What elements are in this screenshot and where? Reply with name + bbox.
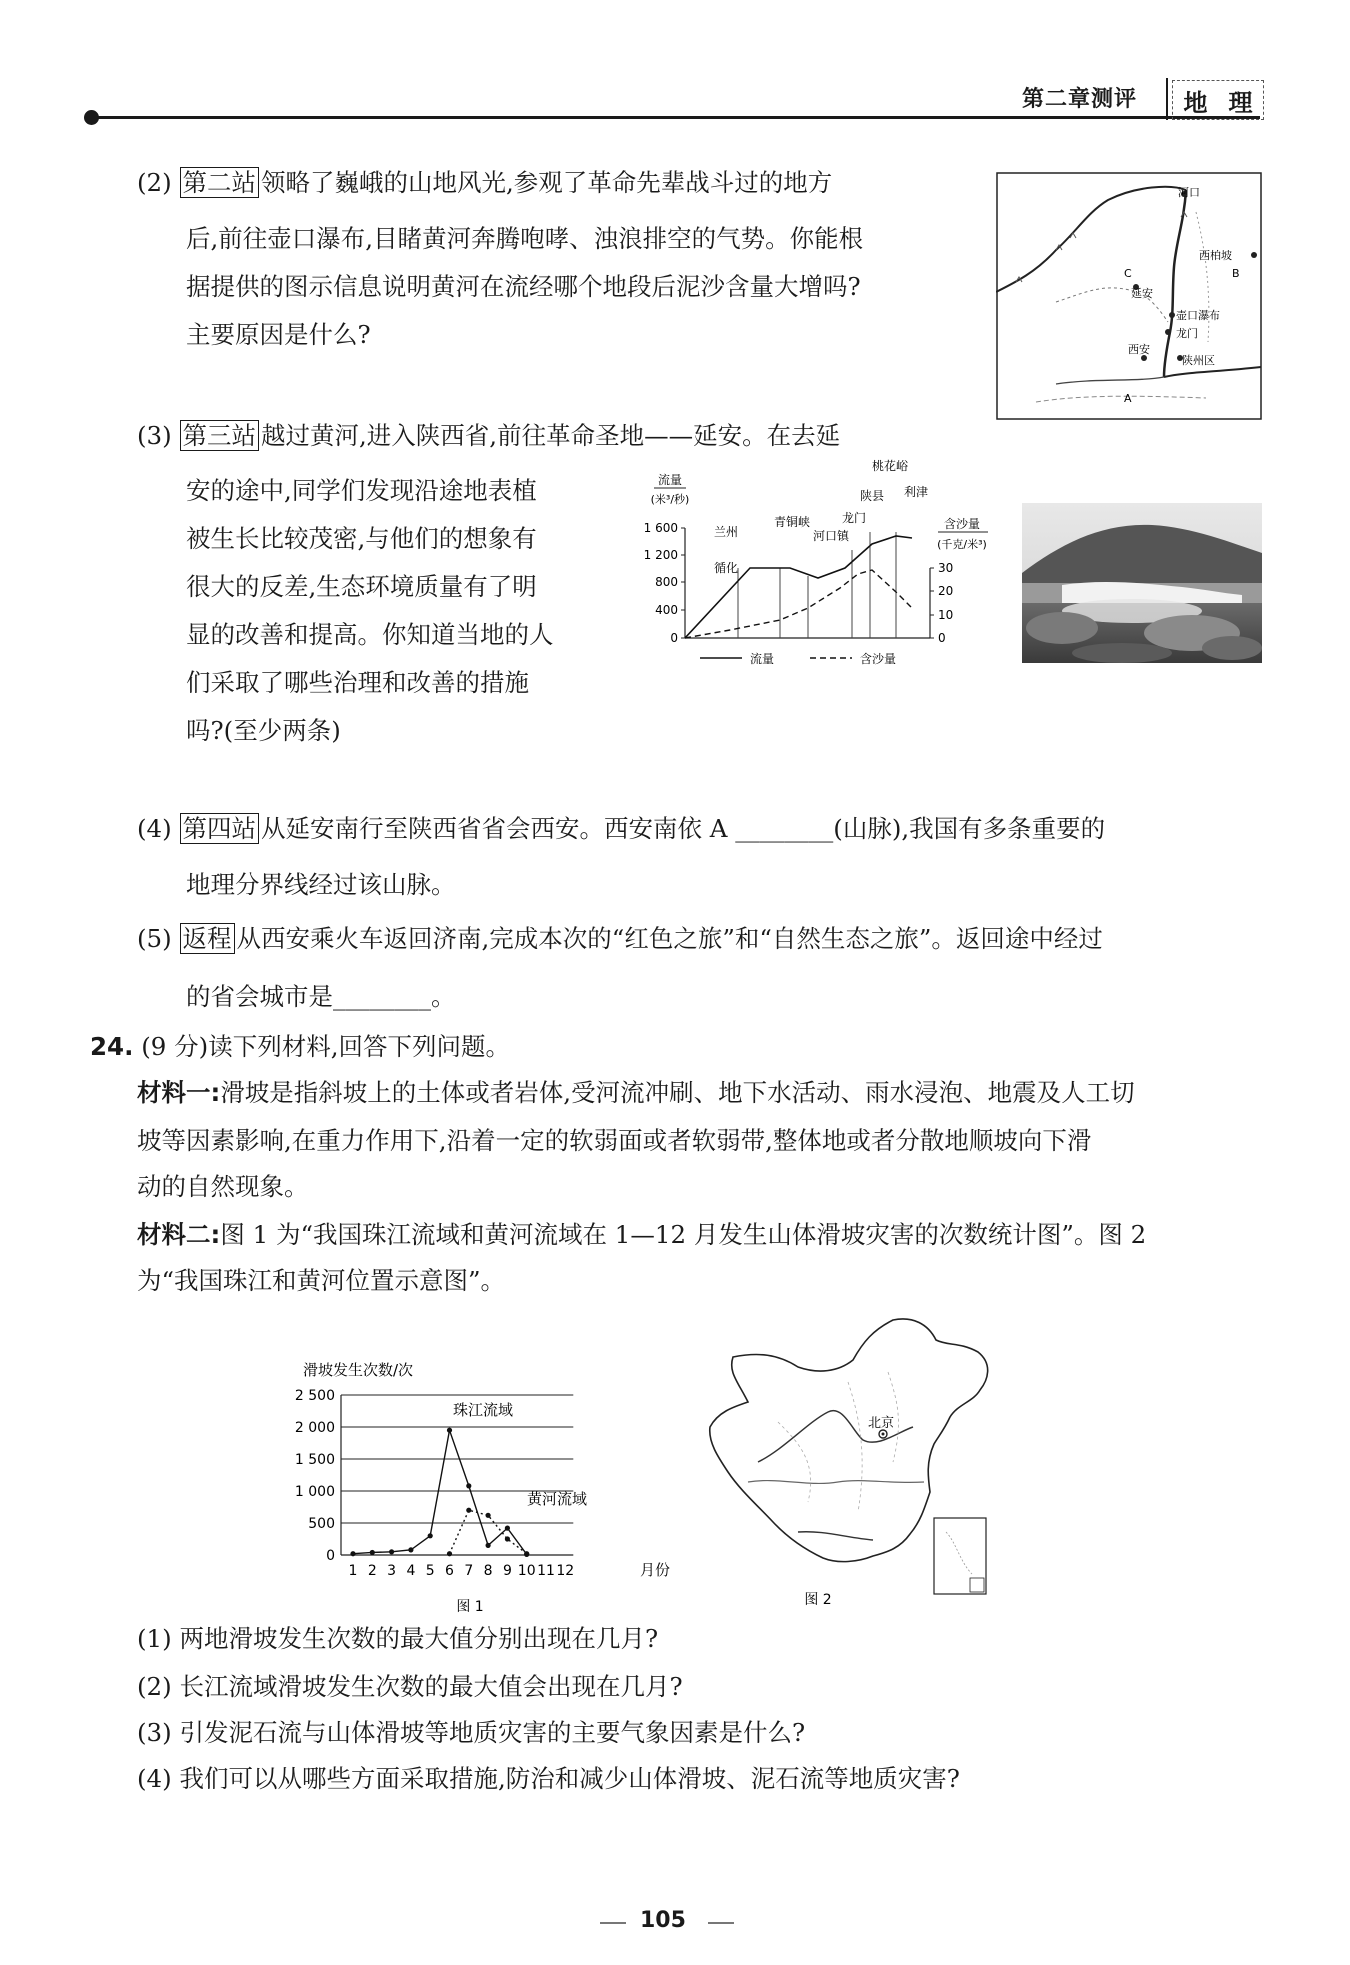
q23-p4-num: (4) bbox=[137, 814, 172, 843]
chartB-ytick-label: 0 bbox=[326, 1548, 335, 1564]
chartB-series1-name: 珠江流域 bbox=[453, 1401, 514, 1419]
subject-box bbox=[1172, 80, 1264, 120]
chartA-station-longmen: 龙门 bbox=[841, 511, 867, 525]
chartB-xtick-label: 4 bbox=[406, 1563, 416, 1579]
chartB-point-1 bbox=[389, 1549, 394, 1554]
map1-a: A bbox=[1124, 392, 1132, 405]
chartA-rtick-label: 30 bbox=[938, 561, 954, 575]
chartB-ytick-label: 2 000 bbox=[295, 1420, 335, 1436]
q24-question-3: (3) 引发泥石流与山体滑坡等地质灾害的主要气象因素是什么? bbox=[137, 1718, 806, 1747]
q23-p5-line1 bbox=[137, 924, 1103, 954]
chartB-xtick-label: 12 bbox=[556, 1563, 575, 1579]
q23-p2-line2: 后,前往壶口瀑布,目睹黄河奔腾咆哮、浊浪排空的气势。你能根 bbox=[186, 224, 864, 253]
q23-p5-text1: 从西安乘火车返回济南,完成本次的“红色之旅”和“自然生态之旅”。返回途中经过 bbox=[236, 924, 1103, 953]
q24-m1-line1 bbox=[137, 1078, 1135, 1108]
q23-p3-station: 第三站 bbox=[180, 420, 260, 451]
map1-shanzhou: 陕州区 bbox=[1182, 354, 1215, 367]
q23-p4-line2: 地理分界线经过该山脉。 bbox=[186, 870, 456, 899]
chartB-xtick-label: 8 bbox=[483, 1563, 493, 1579]
q23-p2-line4: 主要原因是什么? bbox=[186, 320, 371, 349]
chapter-title: 第二章测评 bbox=[1022, 87, 1138, 112]
chartA-station-lijin: 利津 bbox=[903, 485, 929, 499]
chartB-xtick-label: 1 bbox=[348, 1563, 358, 1579]
q24-m2-line2: 为“我国珠江和黄河位置示意图”。 bbox=[137, 1266, 506, 1295]
chartA-ltick-label: 1 600 bbox=[643, 521, 678, 535]
subject-char-1: 地 bbox=[1183, 88, 1208, 117]
landslide-chart bbox=[295, 1355, 695, 1617]
chartA-legend-sediment: 含沙量 bbox=[860, 652, 897, 666]
q23-p4-line1 bbox=[137, 814, 1105, 844]
chartB-point-1 bbox=[486, 1543, 491, 1548]
chartA-ltick-label: 800 bbox=[655, 575, 678, 589]
q23-p3-text1: 越过黄河,进入陕西省,前往革命圣地——延安。在去延 bbox=[261, 421, 841, 450]
flow-sediment-chart bbox=[640, 458, 1012, 680]
chartB-xtick-label: 2 bbox=[367, 1563, 377, 1579]
map1-hukou: 壶口瀑布 bbox=[1176, 309, 1220, 322]
q23-p3-line7: 吗?(至少两条) bbox=[186, 716, 341, 745]
q24-m2-line1 bbox=[137, 1220, 1146, 1250]
chartB-point-1 bbox=[447, 1428, 452, 1433]
chartB-point-2 bbox=[486, 1513, 491, 1518]
chartB-xtick-label: 9 bbox=[502, 1563, 512, 1579]
q23-p3-line1 bbox=[137, 421, 840, 451]
chartB-series2-name: 黄河流域 bbox=[527, 1490, 588, 1508]
map1-xian: 西安 bbox=[1128, 343, 1150, 356]
map1-yanan: 延安 bbox=[1131, 287, 1153, 300]
map1-b: B bbox=[1232, 267, 1240, 280]
chartB-xtick-label: 7 bbox=[464, 1563, 474, 1579]
subject-char-2: 理 bbox=[1228, 88, 1253, 117]
chartB-ytick-label: 2 500 bbox=[295, 1388, 335, 1404]
chartB-xtick-label: 5 bbox=[425, 1563, 435, 1579]
chartB-point-1 bbox=[505, 1526, 510, 1531]
q24-number: 24. bbox=[90, 1032, 134, 1061]
chartA-station-xunhua: 循化 bbox=[713, 561, 739, 575]
q23-p5-num: (5) bbox=[137, 924, 172, 953]
q23-p4-station: 第四站 bbox=[180, 813, 260, 844]
header-separator bbox=[1166, 78, 1168, 120]
hukou-waterfall-photo bbox=[1022, 503, 1262, 663]
chartA-flow-line bbox=[685, 536, 912, 638]
chartA-station-qingtongxia: 青铜峡 bbox=[773, 515, 811, 529]
fig1-caption: 图 1 bbox=[456, 1599, 484, 1615]
chartA-ltick-label: 400 bbox=[655, 603, 678, 617]
chartA-sediment-line bbox=[685, 570, 912, 638]
chartA-station-shanxian: 陕县 bbox=[859, 489, 885, 503]
map1-xibaipo: 西柏坡 bbox=[1199, 249, 1232, 262]
header-rule bbox=[88, 116, 1260, 119]
q24-question-4: (4) 我们可以从哪些方面采取措施,防治和减少山体滑坡、泥石流等地质灾害? bbox=[137, 1764, 960, 1793]
china-map bbox=[688, 1312, 1058, 1617]
chartA-station-hekouzhen: 河口镇 bbox=[812, 529, 850, 543]
chartB-point-2 bbox=[524, 1551, 529, 1556]
q23-p3-num: (3) bbox=[137, 421, 172, 450]
q23-p3-line2: 安的途中,同学们发现沿途地表植 bbox=[186, 476, 537, 505]
chartA-station-lanzhou: 兰州 bbox=[713, 525, 739, 539]
page-number: 105 bbox=[640, 1908, 686, 1933]
chartA-ylabel-right-l2: (千克/米³) bbox=[937, 538, 987, 551]
chartB-ytick-label: 500 bbox=[308, 1516, 335, 1532]
chartB-point-2 bbox=[466, 1508, 471, 1513]
map1-longmen: 龙门 bbox=[1176, 327, 1198, 340]
chartA-station-taohuayu: 桃花峪 bbox=[871, 459, 909, 473]
chartB-series-line-1 bbox=[353, 1430, 527, 1554]
chartA-rtick-label: 10 bbox=[938, 608, 954, 622]
q24-m1-label: 材料一: bbox=[137, 1078, 221, 1107]
map1-hekou: 河口 bbox=[1178, 186, 1200, 199]
chartB-point-1 bbox=[408, 1547, 413, 1552]
chartB-point-2 bbox=[505, 1536, 510, 1541]
chartA-legend-flow: 流量 bbox=[750, 652, 775, 666]
q24-m2-text1: 图 1 为“我国珠江流域和黄河流域在 1—12 月发生山体滑坡灾害的次数统计图”。图 2 bbox=[220, 1220, 1147, 1249]
chartB-xtick-label: 3 bbox=[387, 1563, 397, 1579]
chartB-point-1 bbox=[350, 1551, 355, 1556]
q24-question-1: (1) 两地滑坡发生次数的最大值分别出现在几月? bbox=[137, 1624, 659, 1653]
chartA-ylabel-right-l1: 含沙量 bbox=[943, 517, 981, 531]
q23-p3-line5: 显的改善和提高。你知道当地的人 bbox=[186, 620, 554, 649]
q23-p5-station: 返程 bbox=[180, 923, 235, 954]
q23-p2-num: (2) bbox=[137, 168, 172, 197]
q24-m2-label: 材料二: bbox=[137, 1220, 221, 1249]
chartA-rtick-label: 0 bbox=[938, 631, 946, 645]
q24-m1-line2: 坡等因素影响,在重力作用下,沿着一定的软弱面或者软弱带,整体地或者分散地顺坡向下滑 bbox=[137, 1126, 1092, 1155]
chartB-point-1 bbox=[370, 1550, 375, 1555]
chartB-ytick-label: 1 500 bbox=[295, 1452, 335, 1468]
q23-p5-line2: 的省会城市是________。 bbox=[186, 982, 456, 1011]
chartB-point-2 bbox=[447, 1551, 452, 1556]
page-number-dash-left bbox=[600, 1922, 626, 1924]
q24-intro-line bbox=[90, 1032, 510, 1062]
q24-m1-line3: 动的自然现象。 bbox=[137, 1172, 309, 1201]
q24-m1-text1: 滑坡是指斜坡上的土体或者岩体,受河流冲刷、地下水活动、雨水浸泡、地震及人工切 bbox=[220, 1078, 1135, 1107]
chartA-ylabel-l1: 流量 bbox=[657, 473, 683, 487]
q23-p2-line3: 据提供的图示信息说明黄河在流经哪个地段后泥沙含量大增吗? bbox=[186, 272, 861, 301]
yellow-river-map bbox=[996, 172, 1262, 420]
q23-p3-line3: 被生长比较茂密,与他们的想象有 bbox=[186, 524, 537, 553]
q24-question-2: (2) 长江流域滑坡发生次数的最大值会出现在几月? bbox=[137, 1672, 683, 1701]
chartA-ltick-label: 0 bbox=[670, 631, 678, 645]
q23-p3-line4: 很大的反差,生态环境质量有了明 bbox=[186, 572, 537, 601]
q23-p3-line6: 们采取了哪些治理和改善的措施 bbox=[186, 668, 529, 697]
chartB-ylabel: 滑坡发生次数/次 bbox=[303, 1361, 414, 1379]
q23-p2-station: 第二站 bbox=[180, 167, 260, 198]
q23-p2-text1: 领略了巍峨的山地风光,参观了革命先辈战斗过的地方 bbox=[261, 168, 833, 197]
q23-p4-text1: 从延安南行至陕西省省会西安。西安南依 A ________(山脉),我国有多条重要的 bbox=[261, 814, 1106, 843]
map1-c: C bbox=[1124, 267, 1132, 280]
q23-p2-line1 bbox=[137, 168, 832, 198]
chartA-ltick-label: 1 200 bbox=[643, 548, 678, 562]
chartB-xtick-label: 11 bbox=[537, 1563, 555, 1579]
chartA-rtick-label: 20 bbox=[938, 584, 954, 598]
q24-intro: (9 分)读下列材料,回答下列问题。 bbox=[141, 1032, 510, 1061]
chartB-xlabel: 月份 bbox=[640, 1561, 671, 1579]
chartB-point-1 bbox=[466, 1483, 471, 1488]
page-number-dash-right bbox=[708, 1922, 734, 1924]
chartB-point-1 bbox=[428, 1533, 433, 1538]
chartB-xtick-label: 10 bbox=[517, 1563, 536, 1579]
map2-beijing: 北京 bbox=[868, 1416, 895, 1431]
chartB-ytick-label: 1 000 bbox=[295, 1484, 335, 1500]
fig2-caption: 图 2 bbox=[804, 1592, 832, 1608]
chartA-ylabel-l2: (米³/秒) bbox=[650, 493, 690, 506]
chartB-xtick-label: 6 bbox=[445, 1563, 454, 1579]
